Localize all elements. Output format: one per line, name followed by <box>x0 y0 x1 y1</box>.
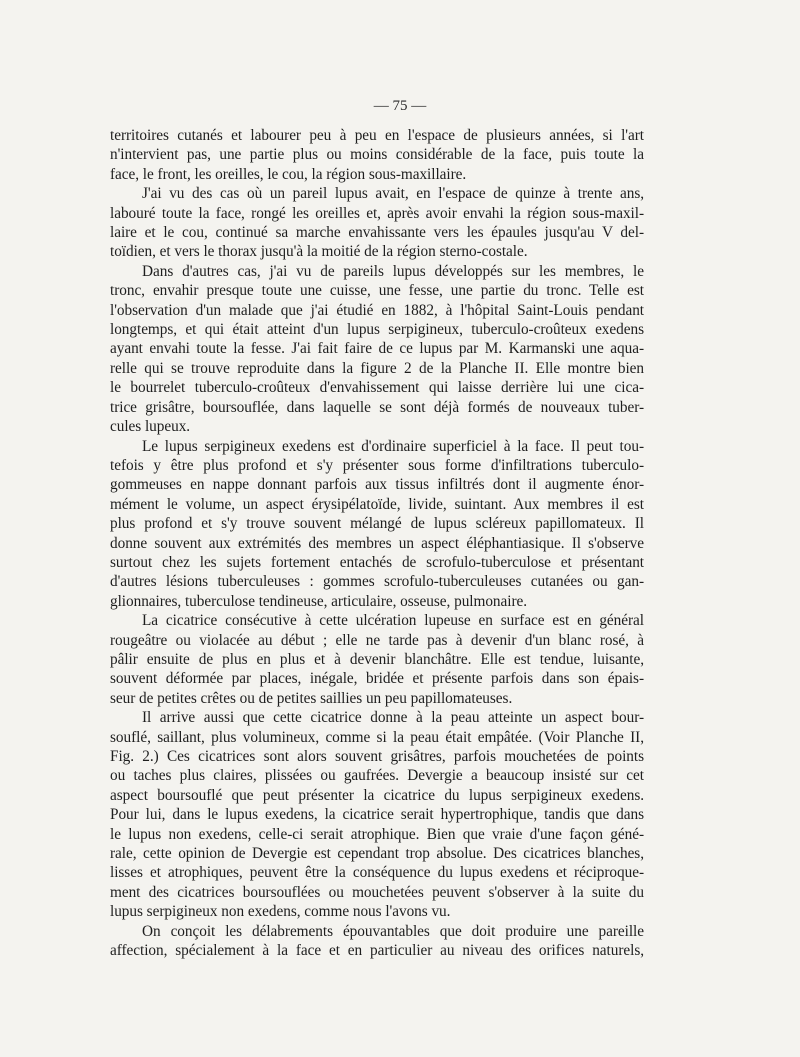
text-line: tefois y être plus profond et s'y présenter sous forme d'infiltrations tuberculo- <box>110 456 644 474</box>
text-line: trice grisâtre, boursouflée, dans laquelle se sont déjà formés de nouveaux tuber- <box>110 398 644 416</box>
text-line: relle qui se trouve reproduite dans la figure 2 de la Planche II. Elle montre bien <box>110 359 644 377</box>
text-line: surtout chez les sujets fortement entachés de scrofulo-tuberculose et présentant <box>110 553 644 571</box>
paragraph <box>110 262 644 437</box>
text-line: ment des cicatrices boursouflées ou mouchetées peuvent s'observer à la suite du <box>110 883 644 901</box>
text-line: lisses et atrophiques, peuvent être la conséquence du lupus exedens et réciproque- <box>110 864 644 882</box>
text-line: face, le front, les oreilles, le cou, la région sous-maxillaire. <box>110 165 467 183</box>
text-line: laire et le cou, continué sa marche envahissante vers les épaules jusqu'au V del- <box>110 224 644 242</box>
text-line: l'observation d'un malade que j'ai étudié en 1882, à l'hôpital Saint-Louis pendant <box>110 301 644 319</box>
paragraph <box>110 184 644 262</box>
text-line: toïdien, et vers le thorax jusqu'à la moitié de la région sterno-costale. <box>110 243 528 261</box>
text-line: souvent déformée par places, inégale, bridée et présente parfois dans son épais- <box>110 670 644 688</box>
text-line: J'ai vu des cas où un pareil lupus avait, en l'espace de quinze à trente ans, <box>142 185 644 203</box>
text-line: pâlir ensuite de plus en plus et à devenir blanchâtre. Elle est tendue, luisante, <box>110 650 644 668</box>
text-line: tronc, envahir presque toute une cuisse, une fesse, une partie du tronc. Telle est <box>110 282 644 300</box>
text-line: La cicatrice consécutive à cette ulcération lupeuse en surface est en général <box>142 612 644 630</box>
text-line: le lupus non exedens, celle-ci serait atrophique. Bien que vraie d'une façon géné- <box>110 825 644 843</box>
text-line: souflé, saillant, plus volumineux, comme si la peau était empâtée. (Voir Planche II, <box>110 728 644 746</box>
text-line: Dans d'autres cas, j'ai vu de pareils lupus développés sur les membres, le <box>142 262 644 280</box>
text-line: seur de petites crêtes ou de petites saillies un peu papillomateuses. <box>110 689 513 707</box>
paragraph <box>110 922 644 961</box>
page-number: — 75 — <box>373 98 427 114</box>
text-line: mément le volume, un aspect érysipélatoïde, livide, suintant. Aux membres il est <box>110 495 644 513</box>
text-line: ayant envahi toute la fesse. J'ai fait faire de ce lupus par M. Karmanski une aqua- <box>110 340 644 358</box>
text-line: labouré toute la face, rongé les oreilles et, après avoir envahi la région sous-maxil- <box>110 204 644 222</box>
text-line: rale, cette opinion de Devergie est cependant trop absolue. Des cicatrices blanches, <box>110 845 644 863</box>
text-line: d'autres lésions tuberculeuses : gommes scrofulo-tuberculeuses cutanées ou gan- <box>110 573 644 591</box>
paragraph <box>110 126 644 184</box>
text-line: lupus serpigineux non exedens, comme nous l'avons vu. <box>110 903 451 921</box>
text-line: Il arrive aussi que cette cicatrice donne à la peau atteinte un aspect bour- <box>142 709 644 727</box>
text-line: gommeuses en nappe donnant parfois aux tissus infiltrés dont il augmente énor- <box>110 476 644 494</box>
text-line: le bourrelet tuberculo-croûteux d'envahissement qui laisse derrière lui une cica- <box>110 379 644 397</box>
text-line: glionnaires, tuberculose tendineuse, articulaire, osseuse, pulmonaire. <box>110 592 528 610</box>
text-line: donne souvent aux extrémités des membres un aspect éléphantiasique. Il s'observe <box>110 534 644 552</box>
paragraph <box>110 708 644 921</box>
text-line: plus profond et s'y trouve souvent mélangé de lupus scléreux papillomateux. Il <box>110 515 644 533</box>
text-line: On conçoit les délabrements épouvantables que doit produire une pareille <box>142 922 644 940</box>
text-line: longtemps, et qui était atteint d'un lupus serpigineux, tuberculo-croûteux exedens <box>110 321 644 339</box>
text-line: rougeâtre ou violacée au début ; elle ne tarde pas à devenir d'un blanc rosé, à <box>110 631 644 649</box>
text-line: ou taches plus claires, plissées ou gaufrées. Devergie a beaucoup insisté sur cet <box>110 767 644 785</box>
text-line: cules lupeux. <box>110 418 191 436</box>
text-line: Fig. 2.) Ces cicatrices sont alors souvent grisâtres, parfois mouchetées de points <box>110 748 644 765</box>
text-line: aspect boursouflé que peut présenter la cicatrice du lupus serpigineux exedens. <box>110 786 644 804</box>
text-line: territoires cutanés et labourer peu à peu en l'espace de plusieurs années, si l'art <box>110 127 644 144</box>
text-line: Pour lui, dans le lupus exedens, la cicatrice serait hypertrophique, tandis que dans <box>110 806 644 824</box>
text-line: affection, spécialement à la face et en particulier au niveau des orifices naturels, <box>110 942 644 960</box>
text-line: Le lupus serpigineux exedens est d'ordinaire superficiel à la face. Il peut tou- <box>142 437 644 455</box>
paragraph <box>110 437 644 612</box>
text-line: n'intervient pas, une partie plus ou moins considérable de la face, puis toute la <box>110 146 644 164</box>
body-text <box>110 126 644 960</box>
paragraph <box>110 611 644 708</box>
